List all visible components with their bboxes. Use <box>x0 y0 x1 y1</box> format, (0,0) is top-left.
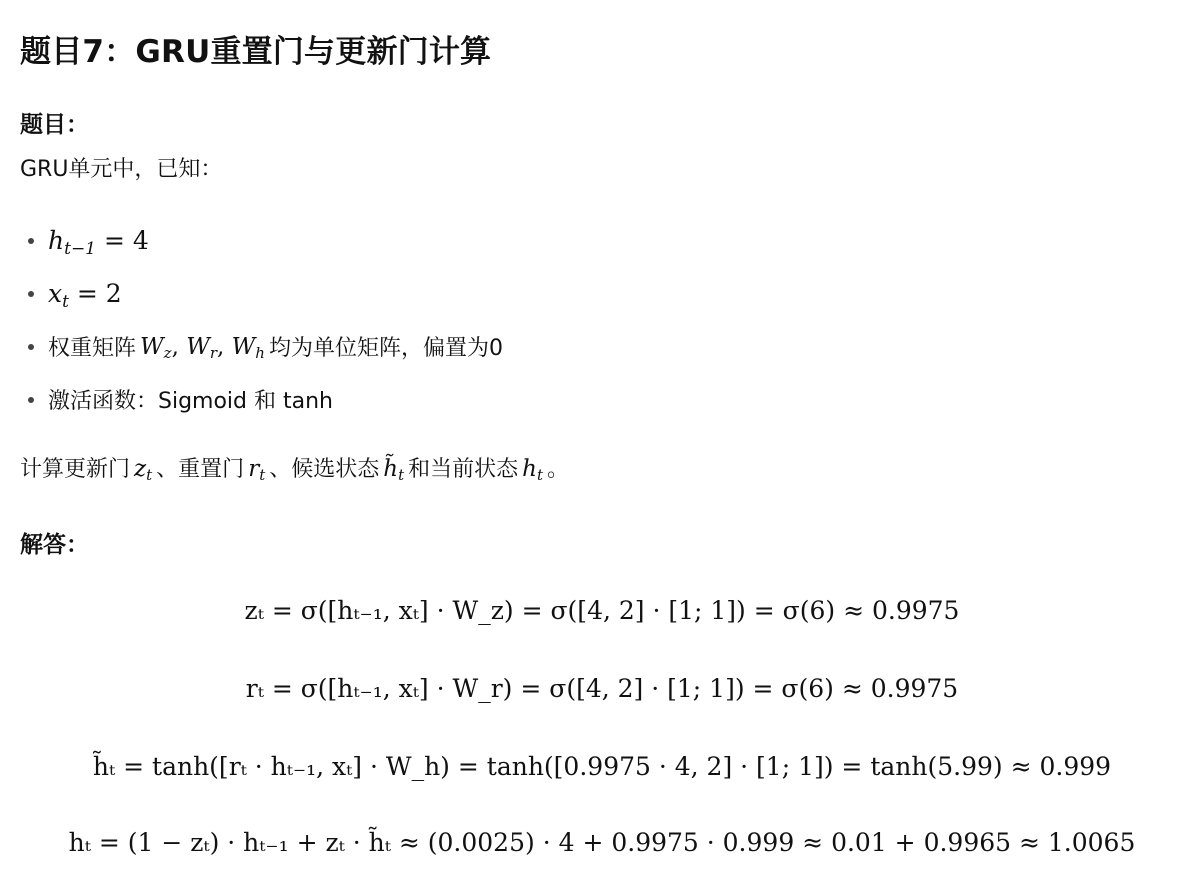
math-weights: $W_z$, $W_r$, $W_h$ <box>140 333 265 362</box>
list-item-h-prev <box>20 214 503 267</box>
task-text: 计算更新门 $z_t$ 、重置门 $r_t$ 、候选状态 $h̃_t$ 和当前状态 $h_t$ 。 <box>20 456 569 484</box>
list-item-activation: 激活函数：Sigmoid 和 tanh <box>20 373 503 426</box>
weights-suffix: 均为单位矩阵，偏置为0 <box>268 336 503 361</box>
equation-current-state: hₜ = (1 − zₜ) · hₜ₋₁ + zₜ · h̃ₜ ≈ (0.0025) · 4 + 0.9975 · 0.999 ≈ 0.01 + 0.9965 ≈ 1.0065 <box>68 828 1136 857</box>
math-x: $x_t = 2$ <box>48 279 122 312</box>
list-item-x <box>20 267 503 320</box>
equation-reset-gate: rₜ = σ([hₜ₋₁, xₜ] · W_r) = σ([4, 2] · [1; 1]) = σ(6) ≈ 0.9975 <box>245 674 959 703</box>
question-label: 题目： <box>20 112 89 138</box>
equation-update-gate: zₜ = σ([hₜ₋₁, xₜ] · W_z) = σ([4, 2] · [1; 1]) = σ(6) ≈ 0.9975 <box>244 596 960 625</box>
equation-candidate-state: h̃ₜ = tanh([rₜ · hₜ₋₁, xₜ] · W_h) = tanh([0.9975 · 4, 2] · [1; 1]) = tanh(5.99) ≈ 0.999 <box>92 752 1112 781</box>
list-item-weights <box>20 320 503 373</box>
answer-label: 解答： <box>20 532 89 558</box>
intro-text: GRU单元中，已知： <box>20 157 223 182</box>
page-title: 题目7：GRU重置门与更新门计算 <box>20 34 492 70</box>
math-h-prev: $h_{t-1} = 4$ <box>48 226 149 259</box>
weights-prefix: 权重矩阵 <box>48 336 137 361</box>
given-list <box>20 214 503 426</box>
